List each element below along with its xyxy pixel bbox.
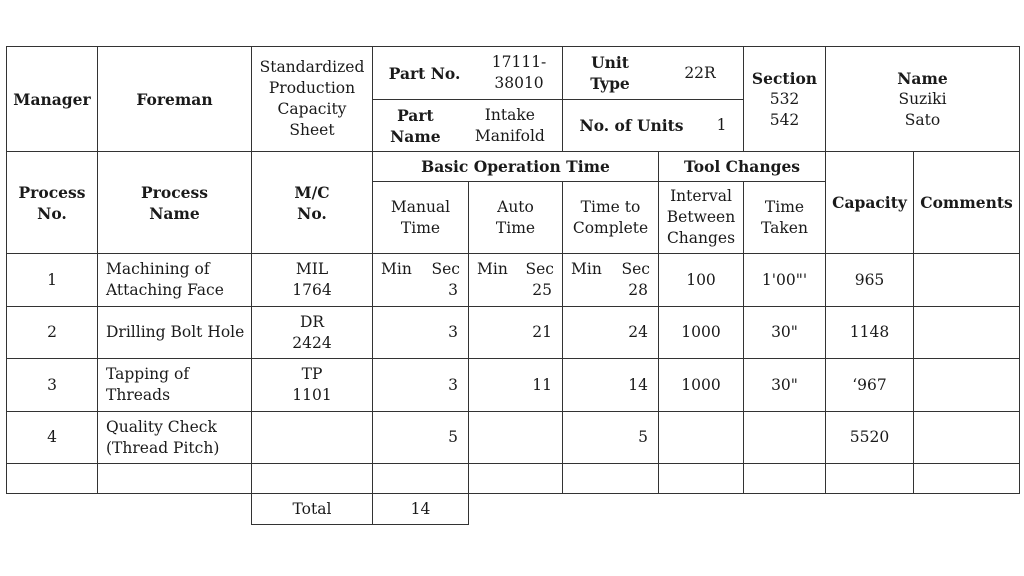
empty-cell [744,464,826,494]
interval-cell: 100 [659,254,744,307]
part-name-label: Name [390,126,441,146]
auto-time-cell [469,254,563,307]
empty-cell [98,464,252,494]
part-name-label: Part [397,105,434,125]
interval-cell: 1000 [659,359,744,412]
units-value: 1 [716,116,727,134]
auto-time-header [469,182,563,254]
part-name-value: Intake [484,105,535,124]
comments-cell [914,254,1020,307]
process-name-cell [98,254,252,307]
process-name-line: Machining of [106,260,210,278]
header-line: Time [495,218,536,237]
empty-cell [659,464,744,494]
part-no-value: 38010 [494,74,544,92]
comments-cell [914,412,1020,464]
header-line: Process [141,182,208,202]
manual-time-cell: 5 [373,412,469,464]
blank [98,494,252,525]
part-name-cell [373,100,563,152]
auto-value: 25 [532,281,552,299]
unit-type-value: 22R [684,63,716,82]
process-no-cell: 2 [7,307,98,359]
capacity-cell: 5520 [826,412,914,464]
sheet-title-line: Capacity [277,100,347,118]
header-line: Manual [390,197,451,216]
capacity-cell: 965 [826,254,914,307]
blank [744,494,826,525]
interval-cell: 1000 [659,307,744,359]
comments-header: Comments [914,152,1020,254]
header-line: Changes [666,229,736,247]
header-line: Time to [580,197,641,216]
comments-cell [914,307,1020,359]
process-no-cell: 1 [7,254,98,307]
capacity-table [6,46,1020,525]
section-value: 542 [769,110,800,129]
table-row [7,254,1020,307]
table-row [7,412,1020,464]
time-taken-header [744,182,826,254]
empty-cell [469,464,563,494]
min-label: Min [381,260,412,278]
complete-value: 28 [628,281,648,299]
header-line: Interval [670,187,732,205]
header-line: Between [666,208,736,226]
interval-header [659,182,744,254]
manual-time-cell [373,254,469,307]
blank [469,494,563,525]
sec-label: Sec [621,260,650,278]
complete-time-cell [563,254,659,307]
part-no-value: 17111- [491,53,547,71]
unit-type-cell [563,47,744,100]
manual-value: 3 [448,281,458,299]
mc-no-cell [252,359,373,412]
section-cell [744,47,826,152]
header-line: Name [149,203,200,223]
manual-time-cell: 3 [373,307,469,359]
mc-line: 2424 [292,333,332,352]
total-label: Total [252,494,373,525]
mc-line: 1764 [292,281,332,299]
sheet-title-line: Sheet [289,121,335,139]
process-no-cell: 3 [7,359,98,412]
mc-line: 1101 [292,386,332,404]
table-row-empty [7,464,1020,494]
name-value: Sato [904,110,941,129]
time-taken-cell [744,412,826,464]
empty-cell [373,464,469,494]
sec-label: Sec [431,260,460,278]
min-label: Min [571,260,602,278]
auto-time-cell: 11 [469,359,563,412]
time-complete-header [563,182,659,254]
interval-cell [659,412,744,464]
process-name-line: Threads [106,386,171,404]
part-no-cell [373,47,563,100]
blank [914,494,1020,525]
process-name-header [98,152,252,254]
complete-time-cell: 14 [563,359,659,412]
header-line: Auto [497,197,534,216]
section-value: 532 [769,89,800,108]
process-no-header [7,152,98,254]
empty-cell [7,464,98,494]
min-label: Min [477,260,508,278]
mc-line: TP [301,365,323,383]
blank [563,494,659,525]
header-line: Time [764,197,805,216]
time-taken-cell: 30" [744,307,826,359]
name-cell [826,47,1020,152]
sec-label: Sec [525,260,554,278]
basic-time-header: Basic Operation Time [373,152,659,182]
header-line: Complete [572,218,649,237]
section-label: Section [751,68,818,88]
complete-time-cell: 24 [563,307,659,359]
comments-cell [914,359,1020,412]
empty-cell [914,464,1020,494]
sheet-title-line: Standardized [259,58,365,76]
process-name-line: Quality Check [106,417,217,436]
foreman-header: Foreman [98,47,252,152]
capacity-cell: 1148 [826,307,914,359]
sheet-title [252,47,373,152]
capacity-sheet [6,46,1020,525]
part-name-value: Manifold [474,126,545,145]
total-value: 14 [373,494,469,525]
process-name-cell [98,307,252,359]
sheet-title-line: Production [268,79,356,97]
process-name-cell [98,412,252,464]
header-line: No. [37,203,67,223]
empty-cell [826,464,914,494]
header-line: Taken [761,218,808,237]
header-line: No. [297,203,327,223]
blank [7,494,98,525]
empty-cell [252,464,373,494]
unit-type-label: Type [590,74,630,93]
time-taken-cell: 1'00"' [744,254,826,307]
header-line: Time [400,218,441,237]
mc-no-cell [252,307,373,359]
complete-time-cell: 5 [563,412,659,464]
mc-no-cell [252,412,373,464]
mc-line: MIL [295,260,329,278]
time-taken-cell: 30" [744,359,826,412]
capacity-header: Capacity [826,152,914,254]
auto-time-cell [469,412,563,464]
blank [659,494,744,525]
mc-no-header [252,152,373,254]
blank [826,494,914,525]
name-value: Suziki [898,89,947,108]
empty-cell [563,464,659,494]
header-line: Process [18,182,86,202]
table-row [7,359,1020,412]
total-row [7,494,1020,525]
process-name-line: Attaching Face [106,281,224,299]
process-no-cell: 4 [7,412,98,464]
tool-changes-header: Tool Changes [659,152,826,182]
process-name-line: Drilling Bolt Hole [106,323,245,341]
unit-type-label: Unit [591,53,629,72]
mc-line: DR [299,312,325,331]
units-cell [563,100,744,152]
mc-no-cell [252,254,373,307]
manual-time-cell: 3 [373,359,469,412]
part-no-label: Part No. [388,63,461,83]
manager-header: Manager [7,47,98,152]
manual-time-header [373,182,469,254]
auto-time-cell: 21 [469,307,563,359]
header-line: M/C [294,182,330,202]
table-row [7,307,1020,359]
units-label: No. of Units [579,116,684,135]
process-name-cell [98,359,252,412]
capacity-cell: ‘967 [826,359,914,412]
process-name-line: Tapping of [106,365,190,383]
name-label: Name [897,68,948,88]
process-name-line: (Thread Pitch) [106,438,220,457]
